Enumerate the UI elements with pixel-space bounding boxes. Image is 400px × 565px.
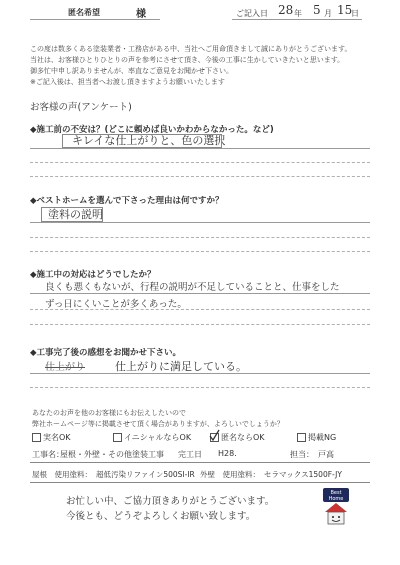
question-4-answer: 仕上がりに満足している。 (115, 360, 247, 373)
completion-label: 完工日 (178, 450, 202, 459)
question-4-struck-text: 仕上がり (45, 362, 85, 373)
question-2-answer: 塗料の説明 (48, 208, 103, 221)
option-initial-checkbox[interactable] (113, 433, 122, 442)
option-realname-checkbox[interactable] (32, 433, 41, 442)
question-2-answer-box (41, 207, 103, 222)
q1-line-3 (30, 176, 370, 177)
question-1-label: ◆施工前の不安は？(どこに頼めば良いかわからなかった。など) (30, 125, 274, 135)
date-year: 28 (278, 3, 294, 17)
option-anonymous-label: 匿名ならOK (221, 433, 265, 442)
q4-line-1 (30, 373, 370, 374)
option-decline-checkbox[interactable] (297, 433, 306, 442)
completion-date: H28. (218, 449, 237, 458)
intro-line-4: ※ご記入後は、担当者へお渡し頂きますようお願いいたします (30, 78, 225, 86)
option-anonymous-checkbox[interactable] (210, 433, 219, 442)
date-day: 15 (337, 3, 353, 17)
date-underline (232, 19, 362, 20)
name-underline (30, 19, 160, 20)
q4-line-2 (30, 387, 370, 388)
q3-line-2 (30, 309, 370, 310)
intro-line-3: 御多忙中申し訳ありませんが、率直なご意見をお聞かせ下さい。 (30, 67, 233, 75)
q2-line-3 (30, 251, 370, 252)
house-logo-icon (319, 486, 353, 528)
question-3-label: ◆施工中の対応はどうでしたか？ (30, 270, 156, 280)
honorific: 様 (136, 9, 146, 20)
work-name-label: 工事名： (32, 450, 64, 459)
option-realname-label: 実名OK (43, 433, 71, 442)
intro-line-1: この度は数多くある塗装業者・工務店がある中、当社へご用命頂きまして誠にありがとうございます。 (30, 45, 352, 53)
month-unit: 月 (324, 9, 332, 18)
roof-paint: 超低汚染リファイン500SI-IR (96, 470, 195, 479)
job-underline (30, 462, 370, 463)
intro-line-2: 当社は、お客様ひとりひとりの声を参考にさせて頂き、今後の工事に生かしていきたいと思います。 (30, 56, 345, 64)
svg-text:Best: Best (330, 490, 342, 496)
option-initial-label: イニシャルならOK (124, 433, 192, 442)
closing-line-1: お忙しい中、ご協力頂きありがとうございます。 (66, 496, 275, 507)
option-decline-label: 掲載NG (308, 433, 337, 442)
day-unit: 日 (351, 9, 359, 18)
wall-paint-label: 外壁 使用塗料： (200, 470, 260, 479)
roof-paint-label: 屋根 使用塗料： (32, 470, 92, 479)
date-label: ご記入日 (236, 9, 268, 18)
question-4-label: ◆工事完了後の感想をお聞かせ下さい。 (30, 348, 182, 358)
q1-line-1 (30, 148, 370, 149)
closing-line-2: 今後とも、どうぞよろしくお願い致します。 (66, 511, 256, 522)
q2-line-2 (30, 237, 370, 238)
publish-question-line-2: 弊社ホームページ等に掲載させて頂く場合がありますが、よろしいでしょうか？ (32, 420, 284, 428)
customer-name-label: 匿名希望 (68, 8, 100, 17)
checkmark-icon (209, 429, 221, 441)
publish-question-line-1: あなたのお声を他のお客様にもお伝えしたいので (32, 409, 186, 417)
staff-label: 担当： (290, 450, 314, 459)
wall-paint: セラマックス1500F-JY (264, 470, 342, 479)
question-2-label: ◆ベストホームを選んで下さった理由は何ですか？ (30, 196, 224, 206)
question-1-answer: キレイな仕上がりと、色の選択 (72, 134, 226, 147)
date-month: 5 (313, 3, 321, 17)
staff-name: 戸高 (318, 450, 334, 459)
materials-underline (30, 482, 370, 483)
section-title: お客様の声(アンケート) (30, 102, 132, 113)
year-unit: 年 (294, 9, 302, 18)
q3-line-1 (30, 293, 370, 294)
svg-text:Home: Home (328, 496, 344, 502)
q2-line-1 (30, 222, 370, 223)
question-3-answer-line-2: ずっ日にくいことが多くあった。 (45, 299, 187, 310)
question-3-answer-line-1: 良くも悪くもないが、行程の説明が不足していることと、仕事をした (45, 282, 340, 293)
q3-line-3 (30, 324, 370, 325)
q1-line-2 (30, 162, 370, 163)
work-name: 屋根・外壁・その他塗装工事 (60, 450, 164, 459)
company-logo (319, 486, 353, 528)
question-1-answer-box (62, 134, 222, 148)
